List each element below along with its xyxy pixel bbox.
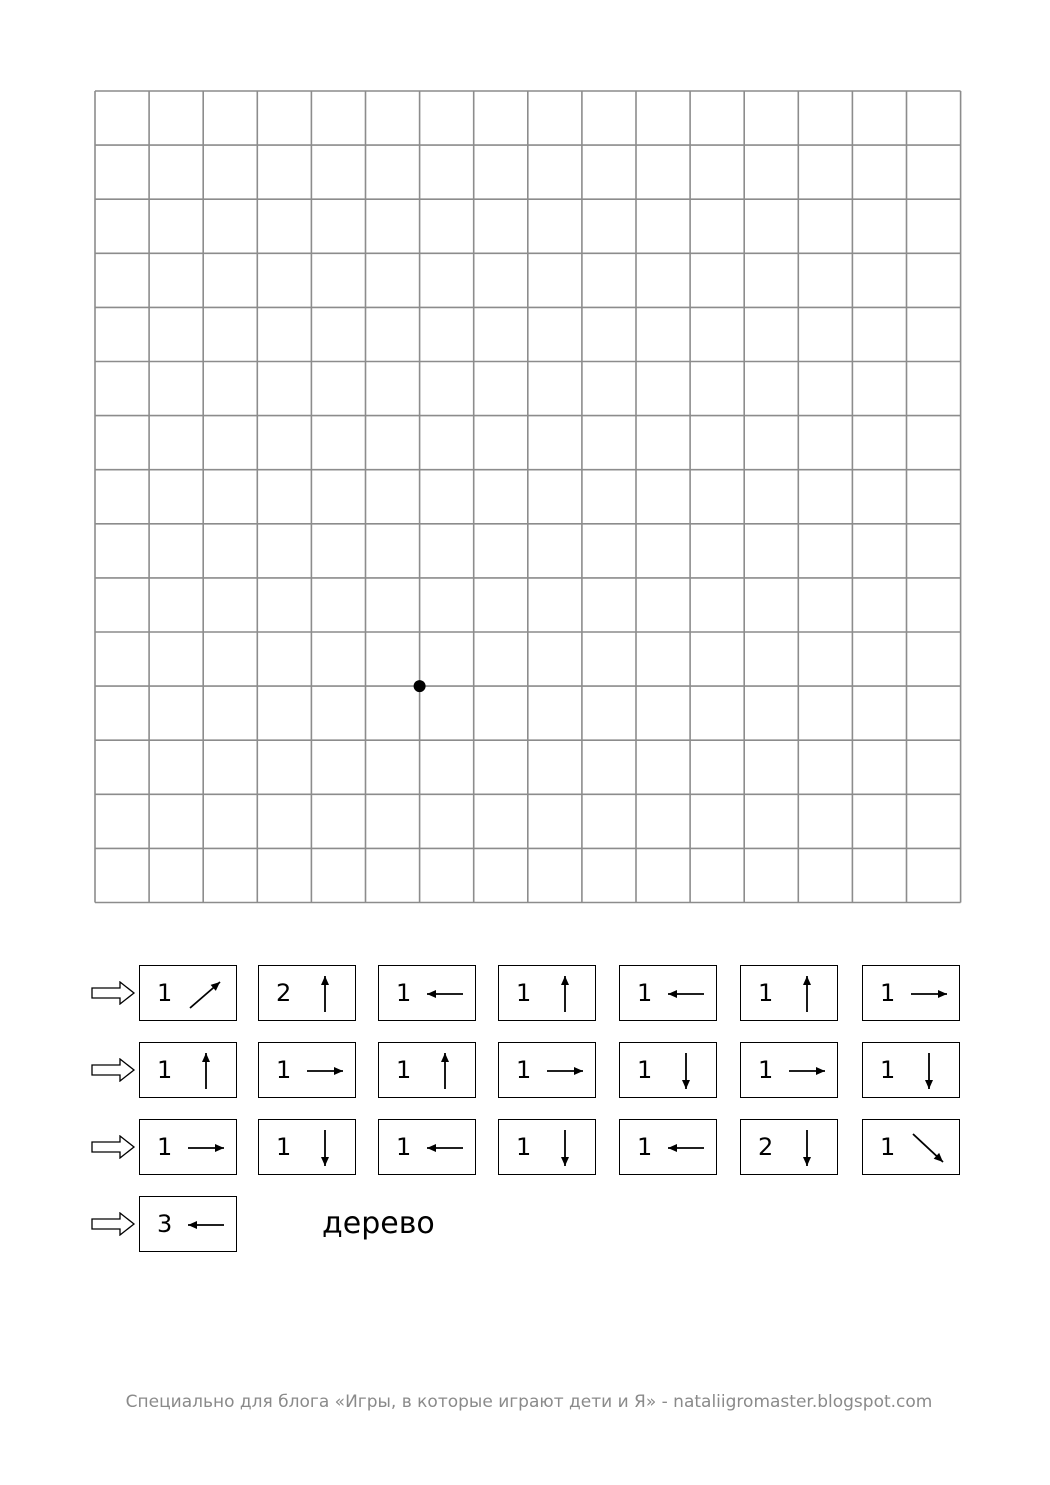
step-count: 3 — [157, 1210, 173, 1238]
footer-text: Специально для блога «Игры, в которые играют дети и Я» - nataliigromaster.blogspot.com — [125, 1392, 933, 1412]
outline-right-arrow-icon — [90, 1058, 136, 1082]
start-dot — [414, 680, 426, 692]
answer-word: дерево — [322, 1206, 435, 1241]
step-card — [139, 1042, 237, 1098]
step-count: 1 — [637, 1056, 653, 1084]
step-count: 1 — [276, 1056, 292, 1084]
step-card — [498, 1119, 596, 1175]
step-card — [139, 965, 237, 1021]
arrow-down-right-icon — [907, 1126, 951, 1170]
step-card — [740, 965, 838, 1021]
step-card — [139, 1119, 237, 1175]
arrow-left-icon — [423, 972, 467, 1016]
step-count: 1 — [157, 1056, 173, 1084]
arrow-right-icon — [907, 972, 951, 1016]
arrow-up-icon — [543, 972, 587, 1016]
step-card — [498, 1042, 596, 1098]
arrow-left-icon — [423, 1126, 467, 1170]
step-card — [378, 1119, 476, 1175]
step-count: 1 — [276, 1133, 292, 1161]
arrow-right-icon — [303, 1049, 347, 1093]
step-card — [740, 1119, 838, 1175]
arrow-up-icon — [785, 972, 829, 1016]
arrow-left-icon — [664, 972, 708, 1016]
step-card — [498, 965, 596, 1021]
arrow-down-icon — [303, 1126, 347, 1170]
step-card — [378, 1042, 476, 1098]
arrow-up-icon — [303, 972, 347, 1016]
arrow-right-icon — [184, 1126, 228, 1170]
step-count: 1 — [516, 1133, 532, 1161]
step-count: 1 — [396, 1133, 412, 1161]
step-count: 1 — [396, 979, 412, 1007]
step-count: 1 — [157, 1133, 173, 1161]
step-count: 1 — [157, 979, 173, 1007]
step-card — [258, 1042, 356, 1098]
arrow-up-icon — [184, 1049, 228, 1093]
step-count: 1 — [758, 1056, 774, 1084]
step-card — [862, 965, 960, 1021]
step-card — [740, 1042, 838, 1098]
step-count: 1 — [880, 1133, 896, 1161]
step-card — [258, 965, 356, 1021]
arrow-left-icon — [184, 1203, 228, 1247]
step-card — [139, 1196, 237, 1252]
step-count: 1 — [637, 1133, 653, 1161]
step-count: 1 — [880, 1056, 896, 1084]
outline-right-arrow-icon — [90, 1212, 136, 1236]
arrow-down-icon — [543, 1126, 587, 1170]
arrow-up-right-icon — [184, 972, 228, 1016]
outline-right-arrow-icon — [90, 981, 136, 1005]
step-count: 1 — [637, 979, 653, 1007]
step-count: 2 — [276, 979, 292, 1007]
footer-credit — [0, 1390, 1050, 1414]
arrow-right-icon — [785, 1049, 829, 1093]
arrow-left-icon — [664, 1126, 708, 1170]
arrow-up-icon — [423, 1049, 467, 1093]
step-count: 1 — [758, 979, 774, 1007]
arrow-down-icon — [664, 1049, 708, 1093]
step-count: 1 — [516, 979, 532, 1007]
arrow-down-icon — [907, 1049, 951, 1093]
step-card — [378, 965, 476, 1021]
arrow-right-icon — [543, 1049, 587, 1093]
step-card — [862, 1042, 960, 1098]
step-card — [862, 1119, 960, 1175]
outline-right-arrow-icon — [90, 1135, 136, 1159]
step-count: 2 — [758, 1133, 774, 1161]
arrow-down-icon — [785, 1126, 829, 1170]
step-count: 1 — [516, 1056, 532, 1084]
step-count: 1 — [396, 1056, 412, 1084]
step-card — [619, 1042, 717, 1098]
step-card — [619, 965, 717, 1021]
step-card — [619, 1119, 717, 1175]
step-card — [258, 1119, 356, 1175]
step-count: 1 — [880, 979, 896, 1007]
